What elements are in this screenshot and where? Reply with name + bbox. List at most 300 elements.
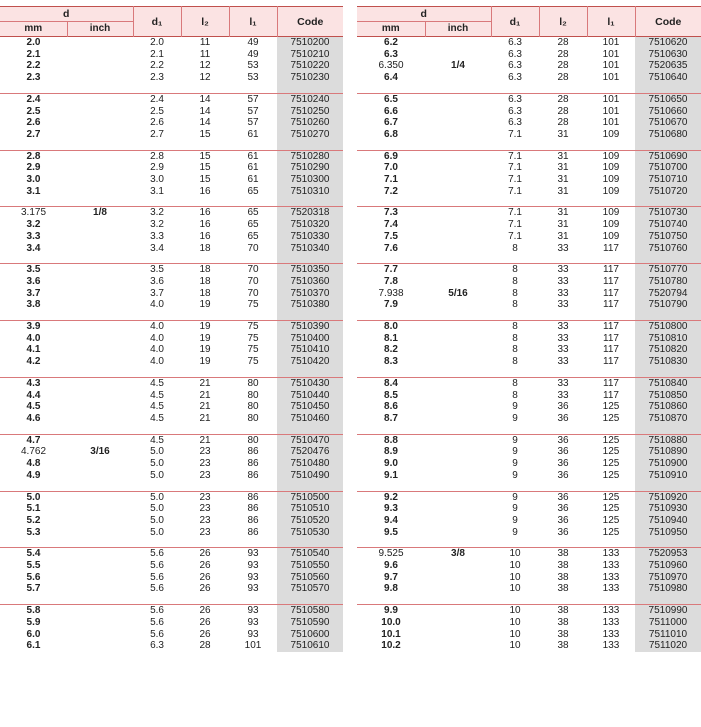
l1-value: 101 <box>602 72 620 84</box>
l2-value: 21 <box>181 434 229 446</box>
d1-value: 10 <box>509 560 521 572</box>
l2-value: 14 <box>199 117 211 129</box>
l1-value: 117 <box>603 242 619 254</box>
table-body-left <box>0 37 343 652</box>
mm-value: 6.0 <box>26 628 41 640</box>
header-d1: d₁ <box>133 7 181 37</box>
l2-value: 28 <box>557 60 569 72</box>
code-value: 7510730 <box>635 207 701 219</box>
inch-value <box>67 527 133 539</box>
l1-value: 117 <box>587 264 635 276</box>
table-row <box>357 219 701 231</box>
l1-value: 75 <box>229 321 277 333</box>
code-value: 7510760 <box>635 243 701 255</box>
d1-value: 9 <box>512 503 518 515</box>
d1-value: 8 <box>512 242 518 254</box>
group-separator <box>357 197 701 207</box>
mm-value: 6.2 <box>384 37 398 48</box>
d1-value: 5.6 <box>150 616 164 628</box>
l1-value: 86 <box>247 458 259 470</box>
l2-value: 26 <box>181 548 229 560</box>
inch-value <box>67 321 133 333</box>
inch-value <box>425 264 491 276</box>
l1-value: 117 <box>603 275 619 287</box>
drill-size-table-left <box>0 6 343 652</box>
l1-value: 133 <box>602 560 620 572</box>
code-value: 7510850 <box>635 390 701 402</box>
code-value: 7510330 <box>277 231 343 243</box>
inch-value <box>67 162 133 174</box>
inch-value <box>67 93 133 105</box>
d1-value: 8 <box>491 264 539 276</box>
mm-value: 3.9 <box>0 321 67 333</box>
l1-value: 117 <box>603 299 619 311</box>
l2-value: 15 <box>199 128 211 140</box>
inch-value <box>425 49 491 61</box>
table-row <box>357 377 701 389</box>
inch-value <box>425 503 491 515</box>
d1-value: 7.1 <box>508 174 522 186</box>
inch-value <box>425 605 491 617</box>
l1-value: 133 <box>602 628 620 640</box>
header-d: d <box>0 7 133 22</box>
l1-value: 93 <box>247 628 259 640</box>
code-value: 7511010 <box>635 629 701 641</box>
d1-value: 2.7 <box>150 128 164 140</box>
code-value: 7510910 <box>635 470 701 482</box>
inch-value <box>67 470 133 482</box>
code-value: 7520953 <box>635 548 701 560</box>
table-row <box>0 560 343 572</box>
group-separator <box>357 595 701 605</box>
inch-value <box>425 344 491 356</box>
l2-value: 28 <box>539 93 587 105</box>
mm-value: 4.2 <box>26 356 41 368</box>
code-value: 7510360 <box>277 276 343 288</box>
table-row <box>357 243 701 255</box>
d1-value: 8 <box>512 356 518 368</box>
d1-value: 7.1 <box>508 219 522 231</box>
l1-value: 80 <box>229 434 277 446</box>
group-separator <box>357 538 701 548</box>
d1-value: 6.3 <box>508 117 522 129</box>
mm-value: 5.2 <box>26 514 41 526</box>
table-row <box>0 640 343 652</box>
inch-value <box>67 72 133 84</box>
inch-value <box>425 434 491 446</box>
header-l1: l₁ <box>587 7 635 37</box>
l1-value: 117 <box>587 321 635 333</box>
l1-value: 80 <box>229 377 277 389</box>
l2-value: 38 <box>557 560 569 572</box>
l2-value: 28 <box>557 105 569 117</box>
l2-value: 21 <box>181 377 229 389</box>
inch-value <box>67 434 133 446</box>
d1-value: 4.0 <box>150 344 164 356</box>
table-row <box>357 37 701 49</box>
code-value: 7510380 <box>277 299 343 311</box>
code-value: 7510890 <box>635 446 701 458</box>
table-row <box>357 640 701 652</box>
mm-value: 4.3 <box>0 377 67 389</box>
d1-value: 6.3 <box>508 37 522 48</box>
mm-value: 5.0 <box>0 491 67 503</box>
table-row <box>0 434 343 446</box>
l2-value: 28 <box>557 117 569 129</box>
l1-value: 57 <box>247 105 259 117</box>
l2-value: 16 <box>199 230 211 242</box>
l1-value: 101 <box>602 105 620 117</box>
table-row <box>357 288 701 300</box>
table-row <box>357 434 701 446</box>
inch-value <box>67 231 133 243</box>
mm-value: 8.1 <box>384 332 398 344</box>
l2-value: 33 <box>557 356 569 368</box>
drill-size-table-right <box>357 6 701 652</box>
table-row <box>0 629 343 641</box>
l1-value: 70 <box>247 287 259 299</box>
l1-value: 86 <box>247 526 259 538</box>
mm-value: 7.3 <box>357 207 425 219</box>
l1-value: 70 <box>247 242 259 254</box>
mm-value: 7.2 <box>384 185 398 197</box>
code-value: 7510440 <box>277 390 343 402</box>
l1-value: 80 <box>247 389 259 401</box>
d1-value: 2.4 <box>133 93 181 105</box>
header-code: Code <box>277 7 343 37</box>
d1-value: 2.9 <box>150 162 164 174</box>
l2-value: 14 <box>199 105 211 117</box>
code-value: 7510720 <box>635 186 701 198</box>
l2-value: 19 <box>199 332 211 344</box>
code-value: 7510400 <box>277 333 343 345</box>
code-value: 7520476 <box>277 446 343 458</box>
l2-value: 33 <box>557 299 569 311</box>
inch-value <box>425 413 491 425</box>
d1-value: 5.6 <box>133 605 181 617</box>
mm-value: 4.4 <box>26 389 41 401</box>
table-row <box>0 60 343 72</box>
header-code: Code <box>635 7 701 37</box>
header-inch: inch <box>425 22 491 37</box>
d1-value: 8 <box>512 344 518 356</box>
group-separator <box>0 595 343 605</box>
table-row <box>0 174 343 186</box>
mm-value: 7.0 <box>384 162 398 174</box>
l2-value: 38 <box>557 628 569 640</box>
d1-value: 3.6 <box>150 275 164 287</box>
table-row <box>357 572 701 584</box>
l2-value: 19 <box>199 356 211 368</box>
inch-value <box>425 470 491 482</box>
d1-value: 2.0 <box>150 37 164 48</box>
d1-value: 10 <box>509 616 521 628</box>
group-separator <box>357 84 701 94</box>
mm-value: 2.9 <box>26 162 41 174</box>
d1-value: 3.0 <box>150 174 164 186</box>
l2-value: 15 <box>199 174 211 186</box>
inch-value <box>67 129 133 141</box>
l1-value: 125 <box>602 401 620 413</box>
header-l2: l₂ <box>539 7 587 37</box>
mm-value: 6.6 <box>384 105 398 117</box>
code-value: 7510430 <box>277 377 343 389</box>
l1-value: 93 <box>229 548 277 560</box>
mm-value: 5.9 <box>26 616 41 628</box>
l1-value: 80 <box>247 412 259 424</box>
l2-value: 33 <box>557 332 569 344</box>
mm-value: 4.762 <box>20 446 47 458</box>
code-value: 7510590 <box>277 617 343 629</box>
l1-value: 125 <box>587 491 635 503</box>
table-row <box>0 356 343 368</box>
code-value: 7510420 <box>277 356 343 368</box>
inch-value <box>425 93 491 105</box>
l2-value: 31 <box>539 150 587 162</box>
l1-value: 49 <box>247 48 259 60</box>
l2-value: 23 <box>199 446 211 458</box>
table-row <box>0 515 343 527</box>
inch-value <box>425 527 491 539</box>
table-row <box>0 264 343 276</box>
l2-value: 14 <box>181 93 229 105</box>
table-row <box>0 617 343 629</box>
d1-value: 5.0 <box>150 469 164 481</box>
d1-value: 3.3 <box>150 230 164 242</box>
code-value: 7510980 <box>635 583 701 595</box>
mm-value: 9.6 <box>384 560 398 572</box>
code-value: 7510200 <box>277 37 343 49</box>
l2-value: 23 <box>181 491 229 503</box>
l2-value: 15 <box>199 162 211 174</box>
mm-value: 8.0 <box>357 321 425 333</box>
mm-value: 3.2 <box>26 219 41 231</box>
d1-value: 7.1 <box>491 150 539 162</box>
group-separator <box>0 368 343 378</box>
l1-value: 125 <box>602 412 620 424</box>
table-row <box>357 333 701 345</box>
code-value: 7510510 <box>277 503 343 515</box>
l1-value: 61 <box>229 150 277 162</box>
code-value: 7510490 <box>277 470 343 482</box>
inch-value <box>425 446 491 458</box>
inch-value <box>67 572 133 584</box>
l1-value: 101 <box>602 48 620 60</box>
mm-value: 5.5 <box>26 560 41 572</box>
table-row <box>0 377 343 389</box>
inch-value <box>425 207 491 219</box>
inch-value: 1/4 <box>451 60 465 72</box>
mm-value: 3.8 <box>26 299 41 311</box>
mm-value: 4.9 <box>26 469 41 481</box>
d1-value: 8 <box>512 332 518 344</box>
d1-value: 6.3 <box>508 60 522 72</box>
inch-value <box>67 344 133 356</box>
l1-value: 80 <box>247 401 259 413</box>
l2-value: 33 <box>557 242 569 254</box>
l2-value: 36 <box>557 458 569 470</box>
d1-value: 8 <box>491 377 539 389</box>
l1-value: 133 <box>602 571 620 583</box>
d1-value: 8 <box>512 299 518 311</box>
inch-value <box>425 515 491 527</box>
inch-value <box>67 617 133 629</box>
group-separator <box>0 197 343 207</box>
code-value: 7510690 <box>635 150 701 162</box>
l2-value: 12 <box>199 72 211 84</box>
mm-value: 2.8 <box>0 150 67 162</box>
l1-value: 53 <box>247 72 259 84</box>
mm-value: 3.7 <box>26 287 41 299</box>
code-value: 7510800 <box>635 321 701 333</box>
l2-value: 16 <box>199 185 211 197</box>
mm-value: 3.0 <box>26 174 41 186</box>
d1-value: 9 <box>512 458 518 470</box>
d1-value: 2.8 <box>133 150 181 162</box>
mm-value: 9.5 <box>384 526 398 538</box>
group-separator <box>0 254 343 264</box>
code-value: 7511000 <box>635 617 701 629</box>
table-row <box>0 527 343 539</box>
l1-value: 133 <box>602 583 620 595</box>
mm-value: 4.6 <box>26 412 41 424</box>
table-row <box>357 527 701 539</box>
inch-value <box>425 629 491 641</box>
inch-value <box>67 356 133 368</box>
code-value: 7510860 <box>635 401 701 413</box>
inch-value <box>425 458 491 470</box>
inch-value <box>67 390 133 402</box>
l1-value: 101 <box>602 37 620 48</box>
l1-value: 117 <box>603 389 619 401</box>
group-separator <box>357 254 701 264</box>
l2-value: 31 <box>557 219 569 231</box>
d1-value: 4.5 <box>150 412 164 424</box>
inch-value <box>425 219 491 231</box>
code-value: 7510840 <box>635 377 701 389</box>
inch-value <box>425 299 491 311</box>
code-value: 7510900 <box>635 458 701 470</box>
table-row <box>357 321 701 333</box>
mm-value: 3.1 <box>26 185 41 197</box>
code-value: 7510300 <box>277 174 343 186</box>
inch-value <box>67 583 133 595</box>
table-row <box>357 583 701 595</box>
l1-value: 65 <box>247 230 259 242</box>
table-row <box>357 401 701 413</box>
d1-value: 5.0 <box>150 446 164 458</box>
l1-value: 101 <box>587 93 635 105</box>
code-value: 7510920 <box>635 491 701 503</box>
d1-value: 5.0 <box>150 514 164 526</box>
table-row <box>357 390 701 402</box>
inch-value <box>67 174 133 186</box>
l1-value: 65 <box>247 219 259 231</box>
l1-value: 101 <box>244 640 262 652</box>
l2-value: 12 <box>199 60 211 72</box>
table-row <box>357 299 701 311</box>
d1-value: 9 <box>512 412 518 424</box>
l2-value: 33 <box>539 321 587 333</box>
group-separator <box>357 368 701 378</box>
code-value: 7510580 <box>277 605 343 617</box>
table-row <box>357 605 701 617</box>
code-value: 7510710 <box>635 174 701 186</box>
table-row <box>0 344 343 356</box>
l1-value: 109 <box>602 174 620 186</box>
mm-value: 8.5 <box>384 389 398 401</box>
l1-value: 86 <box>247 469 259 481</box>
d1-value: 4.5 <box>133 377 181 389</box>
table-row <box>357 174 701 186</box>
l2-value: 36 <box>557 469 569 481</box>
table-row <box>0 276 343 288</box>
inch-value <box>425 243 491 255</box>
l2-value: 26 <box>199 616 211 628</box>
l2-value: 31 <box>539 207 587 219</box>
inch-value <box>67 491 133 503</box>
mm-value: 4.0 <box>26 332 41 344</box>
mm-value: 5.3 <box>26 526 41 538</box>
table-row <box>0 583 343 595</box>
table-row <box>0 106 343 118</box>
l1-value: 125 <box>587 434 635 446</box>
inch-value <box>67 560 133 572</box>
l1-value: 125 <box>602 469 620 481</box>
l1-value: 86 <box>247 446 259 458</box>
table-row <box>357 617 701 629</box>
l2-value: 36 <box>539 491 587 503</box>
mm-value: 6.7 <box>384 117 398 129</box>
l2-value: 21 <box>199 389 211 401</box>
d1-value: 9 <box>491 434 539 446</box>
code-value: 7510280 <box>277 150 343 162</box>
l1-value: 75 <box>247 344 259 356</box>
code-value: 7511020 <box>635 640 701 652</box>
inch-value <box>425 162 491 174</box>
l1-value: 75 <box>247 299 259 311</box>
inch-value <box>67 629 133 641</box>
mm-value: 7.9 <box>384 299 398 311</box>
inch-value <box>67 288 133 300</box>
d1-value: 3.1 <box>150 185 164 197</box>
mm-value: 5.4 <box>0 548 67 560</box>
l2-value: 36 <box>557 514 569 526</box>
group-separator <box>357 425 701 435</box>
l1-value: 109 <box>602 219 620 231</box>
code-value: 7510530 <box>277 527 343 539</box>
l1-value: 125 <box>602 458 620 470</box>
mm-value: 9.3 <box>384 503 398 515</box>
code-value: 7510500 <box>277 491 343 503</box>
d1-value: 5.6 <box>150 560 164 572</box>
l1-value: 125 <box>602 514 620 526</box>
l1-value: 61 <box>247 162 259 174</box>
mm-value: 3.6 <box>26 275 41 287</box>
table-row <box>357 413 701 425</box>
l1-value: 109 <box>602 230 620 242</box>
table-row <box>357 150 701 162</box>
code-value: 7510270 <box>277 129 343 141</box>
inch-value <box>67 333 133 345</box>
d1-value: 4.5 <box>150 389 164 401</box>
table-row <box>357 446 701 458</box>
l1-value: 86 <box>247 503 259 515</box>
table-row <box>0 491 343 503</box>
d1-value: 2.2 <box>150 60 164 72</box>
table-row <box>0 186 343 198</box>
l1-value: 117 <box>603 344 619 356</box>
